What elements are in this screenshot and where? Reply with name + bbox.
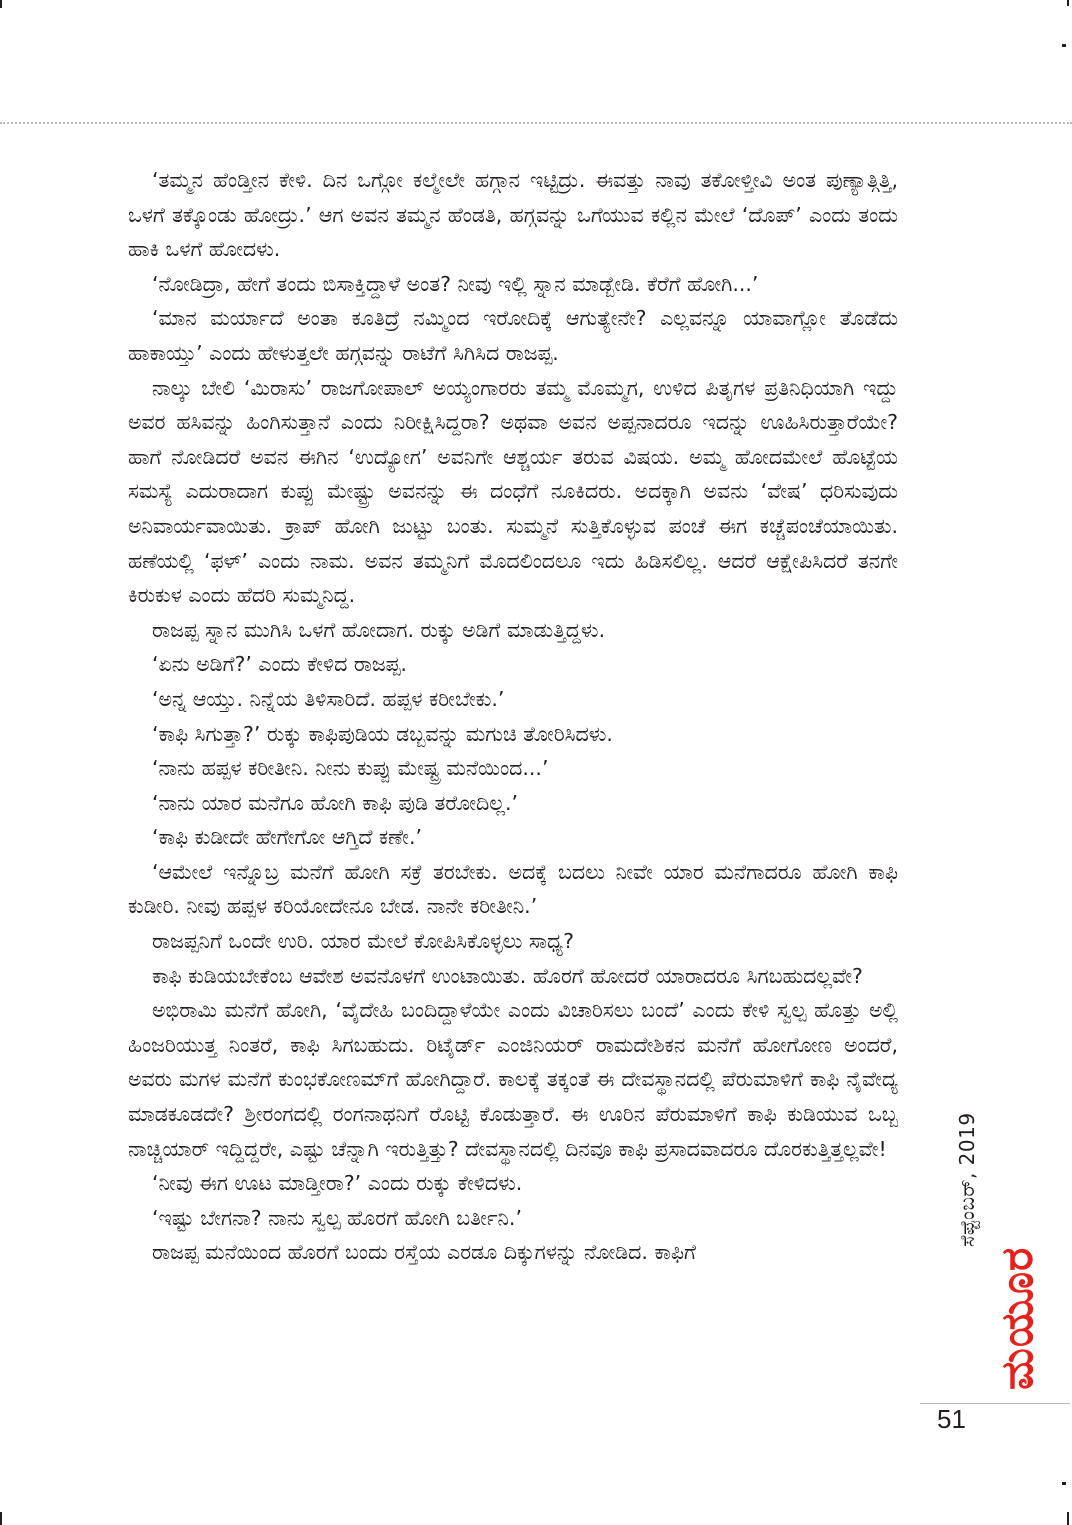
paragraph: ‘ಇಷ್ಟು ಬೇಗನಾ? ನಾನು ಸ್ವಲ್ಪ ಹೊರಗೆ ಹೋಗಿ ಬರ್ತೀನಿ.’ [152, 1205, 522, 1230]
paragraph: ರಾಜಪ್ಪ ಸ್ನಾನ ಮುಗಿಸಿ ಒಳಗೆ ಹೋದಾಗ. ರುಕ್ಕು ಅಡಿಗೆ ಮಾಡುತ್ತಿದ್ದಳು. [152, 617, 606, 642]
paragraph: ರಾಜಪ್ಪ ಮನೆಯಿಂದ ಹೊರಗೆ ಬಂದು ರಸ್ತೆಯ ಎರಡೂ ದಿಕ್ಕುಗಳನ್ನು ನೋಡಿದ. ಕಾಫಿಗೆ [152, 1240, 696, 1265]
paragraph: ಕಾಫಿ ಕುಡಿಯಬೇಕೆಂಬ ಆವೇಶ ಅವನೊಳಗೆ ಉಂಟಾಯಿತು. ಹೊರಗೆ ಹೋದರೆ ಯಾರಾದರೂ ಸಿಗಬಹುದಲ್ಲವೇ? [152, 963, 863, 988]
paragraph: ರಾಜಪ್ಪನಿಗೆ ಒಂದೇ ಉರಿ. ಯಾರ ಮೇಲೆ ಕೋಪಿಸಿಕೊಳ್ಳಲು ಸಾಧ್ಯ? [152, 929, 574, 954]
paragraph: ಅಭಿರಾಮಿ ಮನೆಗೆ ಹೋಗಿ, ‘ವೈದೇಹಿ ಬಂದಿದ್ದಾಳೆಯೇ ಎಂದು ವಿಚಾರಿಸಲು ಬಂದೆ’ ಎಂದು ಕೇಳಿ ಸ್ವಲ್ಪ ಹೊತ್ತು ಅಲ್ಲಿ ಹಿಂಜರಿಯುತ್ತ ನಿಂತರೆ, ಕಾಫಿ ಸಿಗಬಹುದು. ರಿಟೈರ್ಡ್ ಎಂಜಿನಿಯರ್ ರಾಮದೇಶಿಕನ ಮನೆಗೆ ಹೋಗೋಣ ಅಂದರೆ, ಅವರು ಮಗಳ ಮನೆಗೆ ಕುಂಭಕೋಣಮ್‌ಗೆ ಹೋಗಿದ್ದಾರೆ. ಕಾಲಕ್ಕೆ ತಕ್ಕಂತೆ ಈ ದೇವಸ್ಥಾನದಲ್ಲಿ ಪೆರುಮಾಳಿಗೆ ಕಾಫಿ ನೈವೇದ್ಯ ಮಾಡಕೂಡದೇ? ಶ್ರೀರಂಗದಲ್ಲಿ ರಂಗನಾಥನಿಗೆ ರೊಟ್ಟಿ ಕೊಡುತ್ತಾರೆ. ಈ ಊರಿನ ಪೆರುಮಾಳಿಗೆ ಕಾಫಿ ಕುಡಿಯುವ ಒಬ್ಬ ನಾಚ್ಚಿಯಾರ್ ಇದ್ದಿದ್ದರೇ, ಎಷ್ಟು ಚೆನ್ನಾಗಿ ಇರುತ್ತಿತ್ತು? ದೇವಸ್ಥಾನದಲ್ಲಿ ದಿನವೂ ಕಾಫಿ ಪ್ರಸಾದವಾದರೂ ದೊರಕುತ್ತಿತ್ತಲ್ಲವೇ! [128, 998, 898, 1161]
crop-mark-bottom-left [0, 1512, 2, 1525]
page-number: 51 [937, 1404, 966, 1434]
header-dotted-rule [0, 122, 1072, 124]
paragraph: ‘ನಾನು ಯಾರ ಮನೆಗೂ ಹೋಗಿ ಕಾಫಿ ಪುಡಿ ತರೋದಿಲ್ಲ.’ [152, 790, 519, 815]
paragraph: ನಾಲ್ಕು ಬೇಲಿ ‘ಮಿರಾಸು’ ರಾಜಗೋಪಾಲ್ ಅಯ್ಯಂಗಾರರು ತಮ್ಮ ಮೊಮ್ಮಗ, ಉಳಿದ ಪಿತೃಗಳ ಪ್ರತಿನಿಧಿಯಾಗಿ ಇದ್ದು ಅವರ ಹಸಿವನ್ನು ಹಿಂಗಿಸುತ್ತಾನೆ ಎಂದು ನಿರೀಕ್ಷಿಸಿದ್ದರಾ? ಅಥವಾ ಅವನ ಅಪ್ಪನಾದರೂ ಇದನ್ನು ಊಹಿಸಿರುತ್ತಾರೆಯೇ? ಹಾಗೆ ನೋಡಿದರೆ ಅವನ ಈಗಿನ ‘ಉದ್ಯೋಗ’ ಅವನಿಗೇ ಆಶ್ಚರ್ಯ ತರುವ ವಿಷಯ. ಅಮ್ಮ ಹೋದಮೇಲೆ ಹೊಟ್ಟೆಯ ಸಮಸ್ಯೆ ಎದುರಾದಾಗ ಕುಪ್ಪು ಮೇಷ್ಟ್ರು ಅವನನ್ನು ಈ ದಂಧೆಗೆ ನೂಕಿದರು. ಅದಕ್ಕಾಗಿ ಅವನು ‘ವೇಷ’ ಧರಿಸುವುದು ಅನಿವಾರ್ಯವಾಯಿತು. ಕ್ರಾಪ್ ಹೋಗಿ ಜುಟ್ಟು ಬಂತು. ಸುಮ್ಮನೆ ಸುತ್ತಿಕೊಳ್ಳುವ ಪಂಚೆ ಈಗ ಕಚ್ಚೆಪಂಚೆಯಾಯಿತು. ಹಣೆಯಲ್ಲಿ ‘ಫಳ್’ ಎಂದು ನಾಮ. ಅವನ ತಮ್ಮನಿಗೆ ಮೊದಲಿಂದಲೂ ಇದು ಹಿಡಿಸಲಿಲ್ಲ. ಆದರೆ ಆಕ್ಷೇಪಿಸಿದರೆ ತನಗೇ ಕಿರುಕುಳ ಎಂದು ಹೆದರಿ ಸುಮ್ಮನಿದ್ದ. [128, 375, 898, 608]
paragraph: ‘ನಾನು ಹಪ್ಪಳ ಕರೀತೀನಿ. ನೀನು ಕುಪ್ಪು ಮೇಷ್ಟ್ರ ಮನೆಯಿಂದ...’ [152, 756, 549, 781]
paragraph: ‘ನೀವು ಈಗ ಊಟ ಮಾಡ್ತೀರಾ?’ ಎಂದು ರುಕ್ಕು ಕೇಳಿದಳು. [152, 1171, 523, 1196]
crop-mark-top-right [1067, 0, 1069, 6]
magazine-logo: ಮಯೂರ [992, 1246, 1043, 1390]
paragraph: ‘ಕಾಫಿ ಸಿಗುತ್ತಾ?’ ರುಕ್ಕು ಕಾಫಿಪುಡಿಯ ಡಬ್ಬವನ್ನು ಮಗುಚಿ ತೋರಿಸಿದಳು. [152, 721, 613, 746]
crop-mark-right-lower [1062, 1482, 1066, 1485]
crop-mark-bottom-right [1067, 1512, 1069, 1525]
paragraph: ‘ಅನ್ನ ಆಯ್ತು. ನಿನ್ನೆಯ ತಿಳಿಸಾರಿದೆ. ಹಪ್ಪಳ ಕರೀಬೇಕು.’ [152, 686, 505, 711]
crop-mark-right-upper [1062, 44, 1066, 47]
article-body [128, 163, 898, 1270]
crop-mark-top-left [0, 0, 2, 8]
paragraph: ‘ಮಾನ ಮರ್ಯಾದೆ ಅಂತಾ ಕೂತಿದ್ರೆ ನಮ್ಮಿಂದ ಇರೋದಿಕ್ಕೆ ಆಗುತ್ಯೇನೇ? ಎಲ್ಲವನ್ನೂ ಯಾವಾಗ್ಲೋ ತೊಡೆದು ಹಾಕಾಯ್ತು’ ಎಂದು ಹೇಳುತ್ತಲೇ ಹಗ್ಗವನ್ನು ರಾಟೆಗೆ ಸಿಗಿಸಿದ ರಾಜಪ್ಪ. [128, 306, 898, 365]
issue-date: ಸೆಪ್ಟೆಂಬರ್, 2019 [955, 1112, 979, 1247]
paragraph: ‘ಏನು ಅಡಿಗೆ?’ ಎಂದು ಕೇಳಿದ ರಾಜಪ್ಪ. [152, 652, 407, 677]
paragraph: ‘ನೋಡಿದ್ರಾ, ಹೇಗೆ ತಂದು ಬಿಸಾಕ್ತಿದ್ದಾಳೆ ಅಂತ? ನೀವು ಇಲ್ಲಿ ಸ್ನಾನ ಮಾಡ್ಬೇಡಿ. ಕೆರೆಗೆ ಹೋಗಿ...’ [152, 271, 759, 296]
paragraph: ‘ತಮ್ಮನ ಹೆಂಡ್ತೀನ ಕೇಳಿ. ದಿನ ಒಗ್ಗೋ ಕಲ್ಮೇಲೇ ಹಗ್ಗಾನ ಇಟ್ಟಿದ್ರು. ಈವತ್ತು ನಾವು ತಕೋಳ್ತೀವಿ ಅಂತ ಪುಣ್ಯಾತ್ಗಿತ್ತಿ, ಒಳಗೆ ತಕ್ಕೊಂಡು ಹೋದ್ರು.’ ಆಗ ಅವನ ತಮ್ಮನ ಹೆಂಡತಿ, ಹಗ್ಗವನ್ನು ಒಗೆಯುವ ಕಲ್ಲಿನ ಮೇಲೆ ‘ದೊಪ್’ ಎಂದು ತಂದು ಹಾಕಿ ಒಳಗೆ ಹೋದಳು. [128, 168, 898, 262]
paragraph: ‘ಕಾಫಿ ಕುಡೀದೇ ಹೇಗೇಗೋ ಆಗ್ತಿದೆ ಕಣೇ.’ [152, 825, 422, 850]
paragraph: ‘ಆಮೇಲೆ ಇನ್ನೊಬ್ರ ಮನೆಗೆ ಹೋಗಿ ಸಕ್ರೆ ತರಬೇಕು. ಅದಕ್ಕೆ ಬದಲು ನೀವೇ ಯಾರ ಮನೆಗಾದರೂ ಹೋಗಿ ಕಾಫಿ ಕುಡೀರಿ. ನೀವು ಹಪ್ಪಳ ಕರಿಯೋದೇನೂ ಬೇಡ. ನಾನೇ ಕರೀತೀನಿ.’ [128, 859, 898, 919]
